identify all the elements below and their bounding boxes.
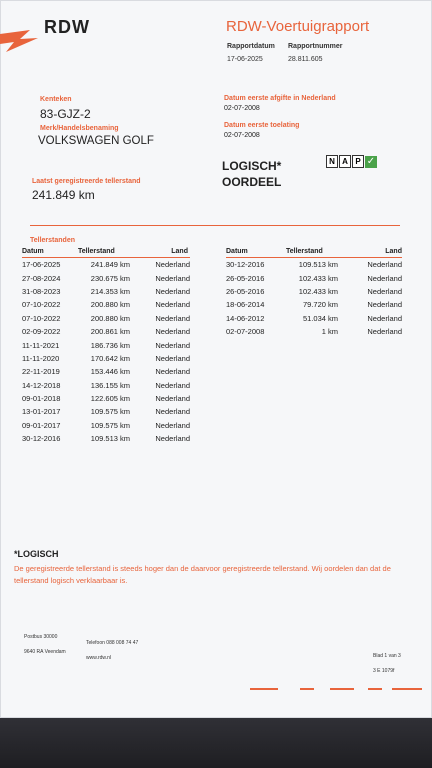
odometer-reading: 109.513 km (90, 434, 130, 444)
odometer-date: 30-12-2016 (22, 434, 61, 444)
odometer-country: Nederland (155, 353, 190, 363)
footer-stripe (392, 688, 422, 690)
tellerstanden-label: Tellerstanden (30, 237, 75, 244)
datum-toelating-label: Datum eerste toelating (224, 122, 300, 129)
odometer-date: 11-11-2020 (22, 353, 60, 363)
checkmark-icon: ✓ (366, 156, 376, 167)
rapportnummer-value: 28.811.605 (288, 56, 323, 63)
footer-page-info (373, 651, 401, 677)
odometer-reading: 200.880 km (90, 313, 130, 323)
odometer-row (22, 271, 190, 284)
odometer-date: 18-06-2014 (226, 300, 265, 310)
kenteken-value: 83-GJZ-2 (40, 107, 91, 121)
footer-telefoon: Telefoon 088 008 74 47 (86, 640, 139, 646)
odometer-country: Nederland (155, 394, 190, 404)
odometer-country: Nederland (155, 273, 190, 283)
oordeel (222, 158, 281, 190)
odometer-reading: 51.034 km (302, 313, 338, 323)
column-header-land: Land (134, 248, 190, 258)
odometer-row (22, 419, 190, 432)
odometer-country: Nederland (155, 434, 190, 444)
odometer-date: 09-01-2017 (22, 420, 61, 430)
odometer-row (226, 285, 402, 298)
odometer-country: Nederland (155, 367, 190, 377)
odometer-country: Nederland (155, 407, 190, 417)
footer-website: www.rdw.nl (86, 655, 112, 661)
odometer-reading: 109.575 km (90, 407, 130, 417)
odometer-row (22, 325, 190, 338)
brand-name: RDW (44, 17, 90, 37)
odometer-reading: 186.736 km (90, 340, 130, 350)
odometer-country: Nederland (367, 327, 402, 337)
odometer-reading: 109.575 km (90, 420, 130, 430)
odometer-date: 26-05-2016 (226, 286, 265, 296)
odometer-date: 13-01-2017 (22, 407, 61, 417)
odometer-date: 09-01-2018 (22, 394, 61, 404)
datum-toelating-value: 02-07-2008 (224, 132, 260, 139)
odometer-date: 02-07-2008 (226, 327, 265, 337)
odometer-reading: 170.642 km (90, 353, 130, 363)
background-surface (0, 718, 432, 768)
odometer-row (226, 258, 402, 272)
odometer-date: 30-12-2016 (226, 260, 265, 270)
odometer-date: 07-10-2022 (22, 313, 61, 323)
footer-postbus: Postbus 30000 (24, 634, 58, 640)
odometer-date: 07-10-2022 (22, 300, 61, 310)
odometer-date: 17-06-2025 (22, 260, 61, 270)
odometer-row (22, 312, 190, 325)
odometer-row (226, 271, 402, 284)
oordeel-line-2: OORDEEL (222, 175, 282, 189)
odometer-row (22, 352, 190, 365)
odometer-date: 22-11-2019 (22, 367, 60, 377)
nap-logo (326, 155, 377, 168)
datum-afgifte-value: 02-07-2008 (224, 105, 260, 112)
odometer-country: Nederland (367, 260, 402, 270)
odometer-country: Nederland (155, 380, 190, 390)
footer-postcode: 9640 RA Veendam (24, 649, 66, 655)
odometer-country: Nederland (367, 286, 402, 296)
odometer-country: Nederland (155, 313, 190, 323)
footnote-text: De geregistreerde tellerstand is steeds hoger dan de daarvoor geregistreerde tellerstand. Wij oordelen dan dat de tellerstand logisch verklaarbaar is. (14, 564, 391, 585)
nap-letter: N (326, 155, 338, 168)
odometer-country: Nederland (367, 300, 402, 310)
odometer-country: Nederland (155, 327, 190, 337)
odometer-row (22, 258, 190, 272)
footer-stripe (330, 688, 354, 690)
divider (30, 225, 400, 226)
odometer-row (22, 298, 190, 311)
odometer-row (22, 405, 190, 418)
odometer-reading: 102.433 km (298, 273, 338, 283)
merk-value: VOLKSWAGEN GOLF (38, 135, 154, 147)
odometer-reading: 200.880 km (90, 300, 130, 310)
odometer-reading: 241.849 km (90, 260, 130, 270)
document-code: 3 E 1079f (373, 668, 395, 674)
tellerstanden-table-left (22, 248, 190, 445)
laatste-tellerstand-value: 241.849 km (32, 188, 95, 202)
odometer-country: Nederland (367, 313, 402, 323)
odometer-date: 26-05-2016 (226, 273, 265, 283)
odometer-reading: 79.720 km (302, 300, 338, 310)
odometer-reading: 230.675 km (90, 273, 130, 283)
footer-contact (86, 638, 138, 664)
odometer-country: Nederland (367, 273, 402, 283)
odometer-country: Nederland (155, 420, 190, 430)
footer-stripe (300, 688, 314, 690)
odometer-date: 14-12-2018 (22, 380, 61, 390)
datum-afgifte-label: Datum eerste afgifte in Nederland (224, 95, 336, 102)
nap-letter: A (339, 155, 351, 168)
odometer-date: 27-08-2024 (22, 273, 61, 283)
odometer-reading: 102.433 km (298, 286, 338, 296)
footer-stripe (368, 688, 382, 690)
tellerstanden-table-right (226, 248, 402, 338)
odometer-reading: 200.861 km (90, 327, 130, 337)
merk-label: Merk/Handelsbenaming (40, 125, 119, 132)
odometer-date: 11-11-2021 (22, 340, 60, 350)
column-header-tellerstand: Tellerstand (78, 248, 134, 258)
column-header-land: Land (342, 248, 402, 258)
rdw-logo-icon (0, 30, 44, 52)
column-header-datum: Datum (226, 248, 286, 258)
odometer-date: 31-08-2023 (22, 286, 61, 296)
column-header-datum: Datum (22, 248, 78, 258)
odometer-row (226, 325, 402, 338)
report-title: RDW-Voertuigrapport (226, 18, 370, 35)
odometer-reading: 153.446 km (90, 367, 130, 377)
odometer-row (22, 379, 190, 392)
odometer-reading: 136.155 km (90, 380, 130, 390)
odometer-country: Nederland (155, 340, 190, 350)
odometer-row (22, 392, 190, 405)
odometer-reading: 109.513 km (298, 260, 338, 270)
odometer-date: 02-09-2022 (22, 327, 61, 337)
rapportnummer-label: Rapportnummer (288, 43, 343, 50)
footnote-title: *LOGISCH (14, 549, 59, 559)
kenteken-label: Kenteken (40, 96, 72, 103)
odometer-country: Nederland (155, 300, 190, 310)
nap-letter: P (352, 155, 364, 168)
footer-stripe (250, 688, 278, 690)
page-number: Blad 1 van 3 (373, 653, 401, 659)
rapportdatum-value: 17-06-2025 (227, 56, 263, 63)
odometer-date: 14-06-2012 (226, 313, 265, 323)
laatste-tellerstand-label: Laatst geregistreerde tellerstand (32, 178, 141, 185)
odometer-row (22, 285, 190, 298)
odometer-row (22, 338, 190, 351)
oordeel-line-1: LOGISCH* (222, 159, 282, 173)
odometer-country: Nederland (155, 286, 190, 296)
column-header-tellerstand: Tellerstand (286, 248, 342, 258)
odometer-row (22, 432, 190, 445)
odometer-reading: 122.605 km (90, 394, 130, 404)
odometer-reading: 214.353 km (90, 286, 130, 296)
odometer-row (22, 365, 190, 378)
odometer-row (226, 298, 402, 311)
rapportdatum-label: Rapportdatum (227, 43, 275, 50)
odometer-row (226, 312, 402, 325)
odometer-country: Nederland (155, 260, 190, 270)
odometer-reading: 1 km (321, 327, 338, 337)
footer-address (24, 632, 66, 658)
